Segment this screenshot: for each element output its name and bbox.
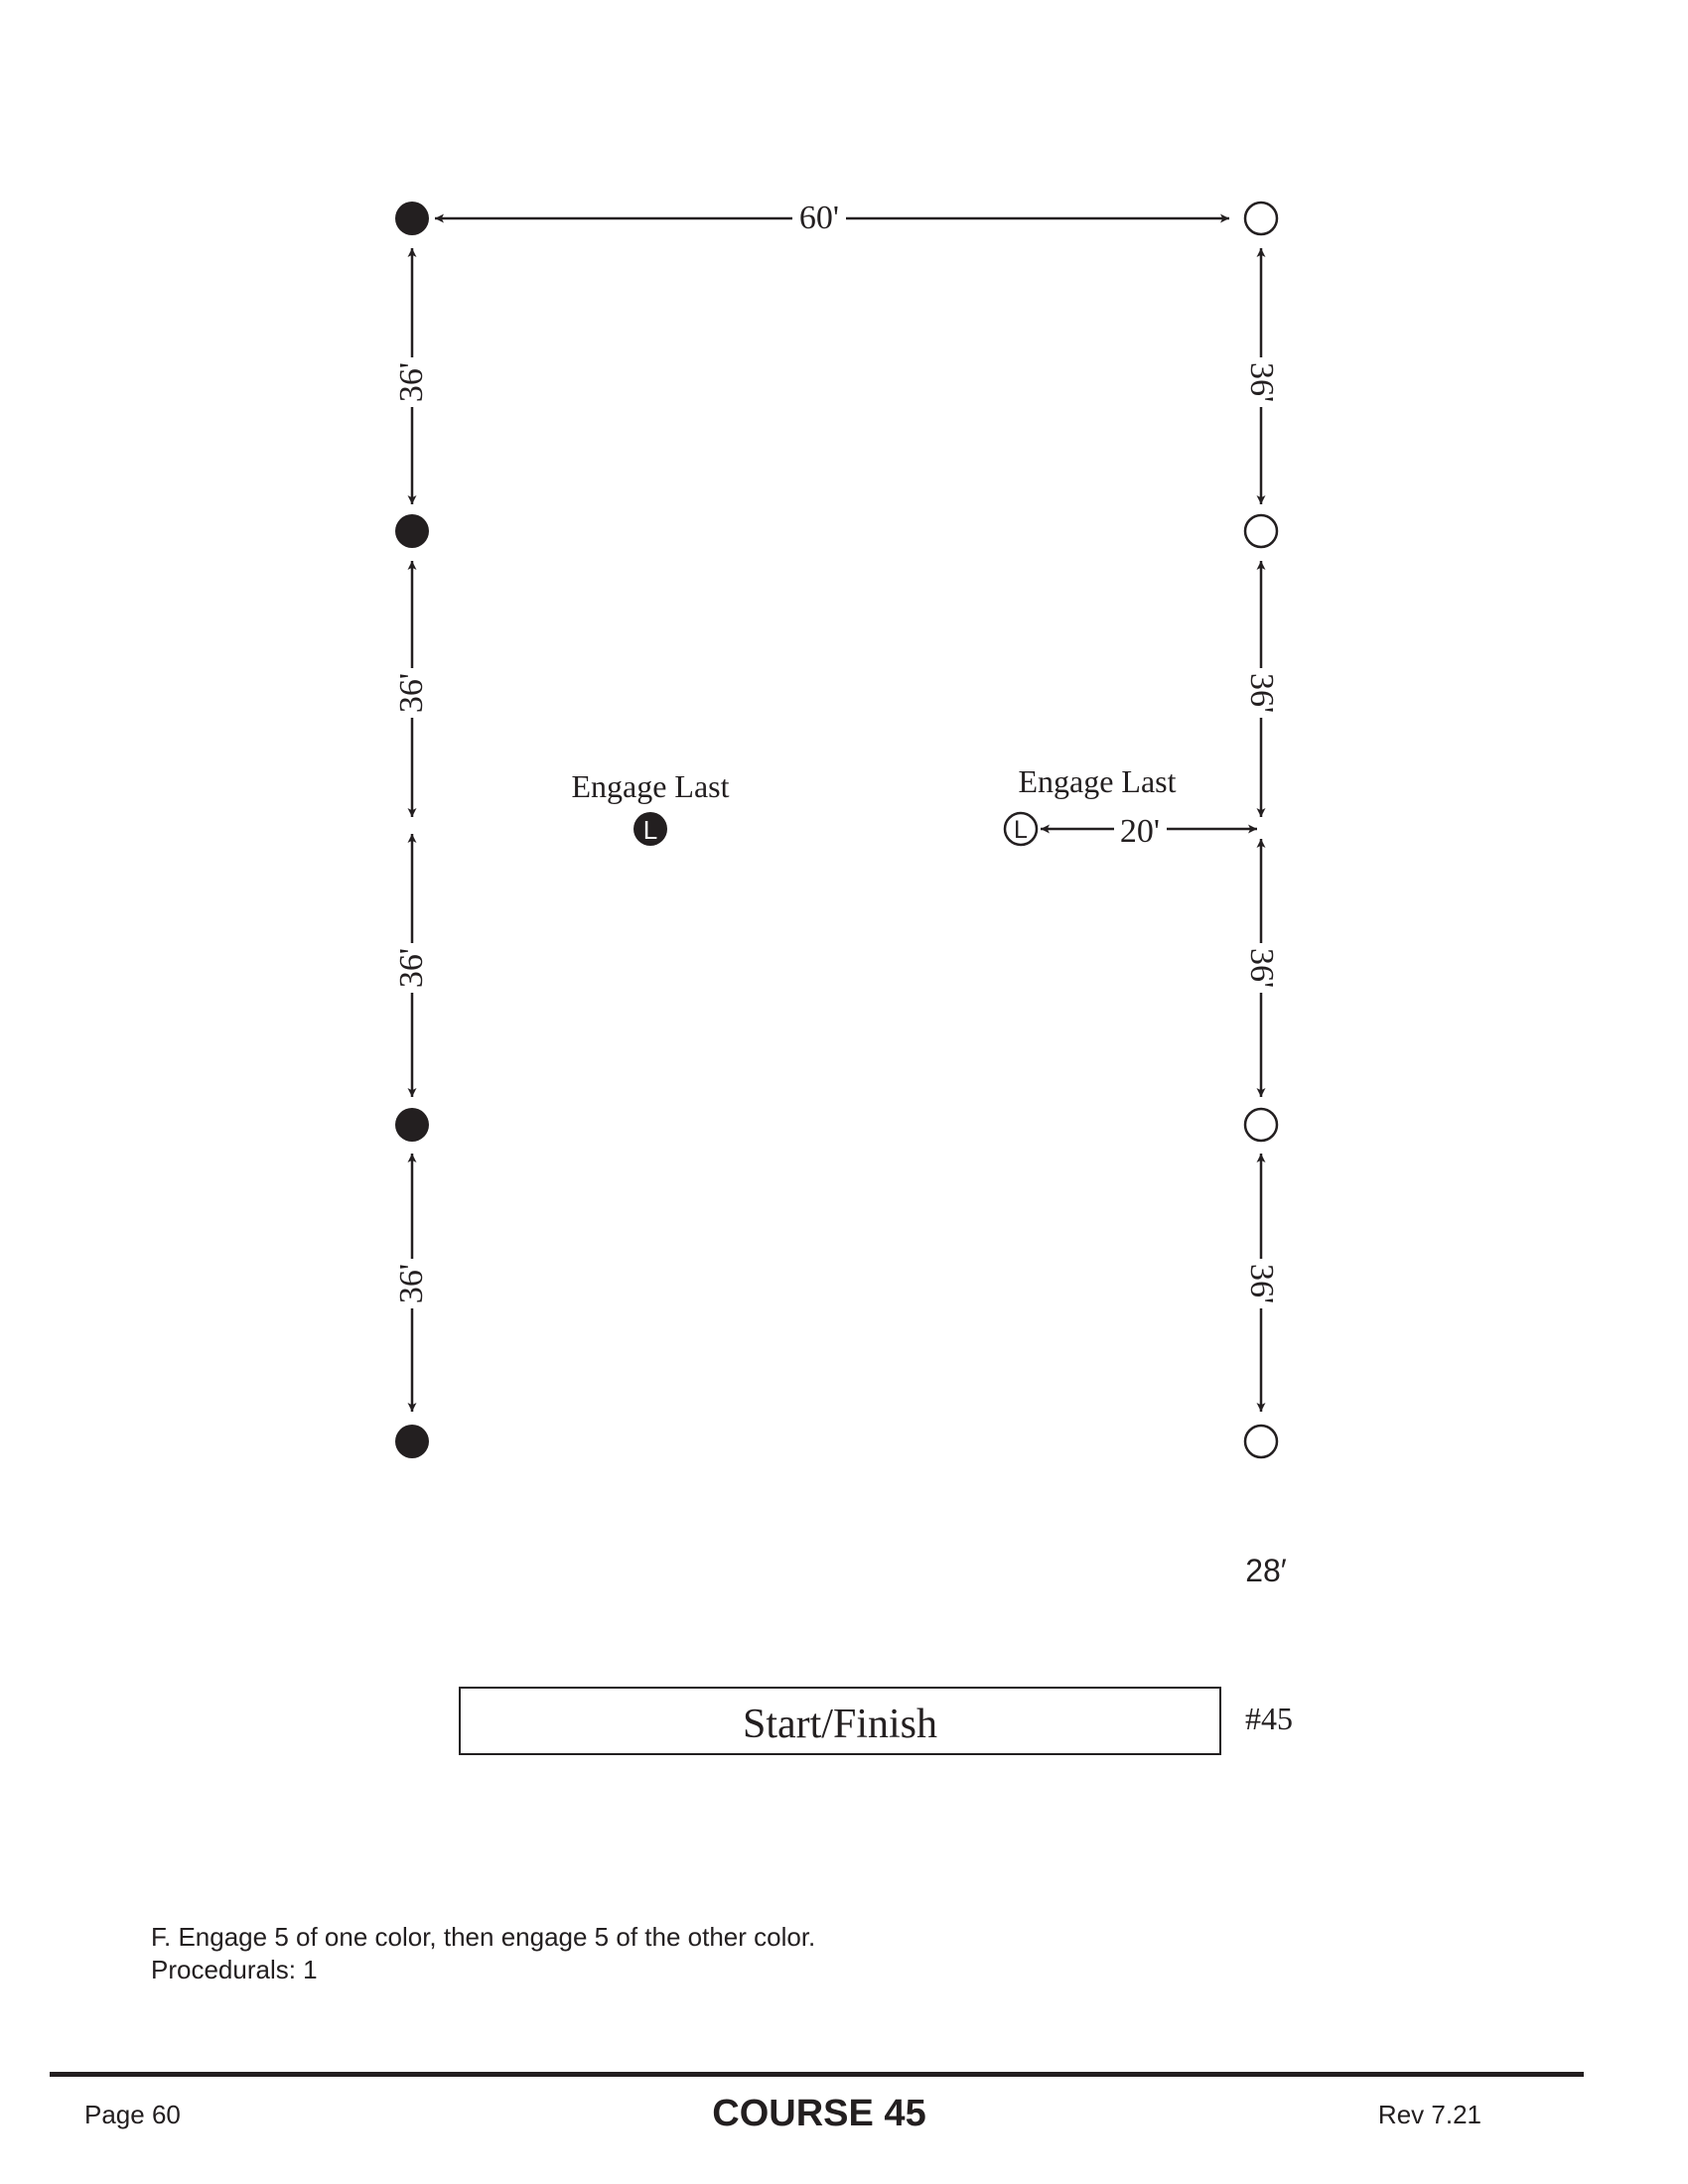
white-cone-3 (1245, 1109, 1277, 1141)
black-cone-2 (395, 514, 429, 548)
white-cone-4 (1245, 1426, 1277, 1457)
engage-last-left-label: Engage Last (571, 768, 730, 804)
engage-last-right-label: Engage Last (1018, 763, 1177, 799)
start-finish-label: Start/Finish (742, 1702, 938, 1747)
white-cone-2 (1245, 515, 1277, 547)
page-number: Page 60 (84, 2100, 181, 2129)
right-dimension-label-3: 36' (1243, 947, 1280, 989)
engage-last-white-letter: L (1014, 816, 1028, 844)
black-cone-1 (395, 202, 429, 235)
footer-rule (50, 2072, 1584, 2077)
left-dimension-label-2: 36' (393, 672, 430, 714)
instruction-line-2: Procedurals: 1 (151, 1955, 318, 1984)
left-dimension-label-1: 36' (393, 361, 430, 403)
revision-label: Rev 7.21 (1377, 2100, 1481, 2129)
right-dimension-label-4: 36' (1243, 1263, 1280, 1304)
engage-last-black-letter: L (642, 815, 658, 845)
start-gap-label: 28′ (1245, 1553, 1287, 1588)
instruction-line-1: F. Engage 5 of one color, then engage 5 of the other color. (151, 1922, 816, 1952)
left-dimension-label-4: 36' (393, 1263, 430, 1304)
right-dimension-label-2: 36' (1243, 672, 1280, 714)
left-dimension-label-3: 36' (393, 947, 430, 989)
instructions (151, 1921, 815, 1986)
engage-last-offset-label: 20' (1119, 813, 1161, 850)
right-dimension-label-1: 36' (1243, 361, 1280, 403)
top-dimension-label: 60' (798, 200, 840, 236)
black-cone-4 (395, 1425, 429, 1458)
black-cone-3 (395, 1108, 429, 1142)
course-title: COURSE 45 (712, 2093, 926, 2134)
course-reference: #45 (1245, 1701, 1293, 1736)
white-cone-1 (1245, 203, 1277, 234)
